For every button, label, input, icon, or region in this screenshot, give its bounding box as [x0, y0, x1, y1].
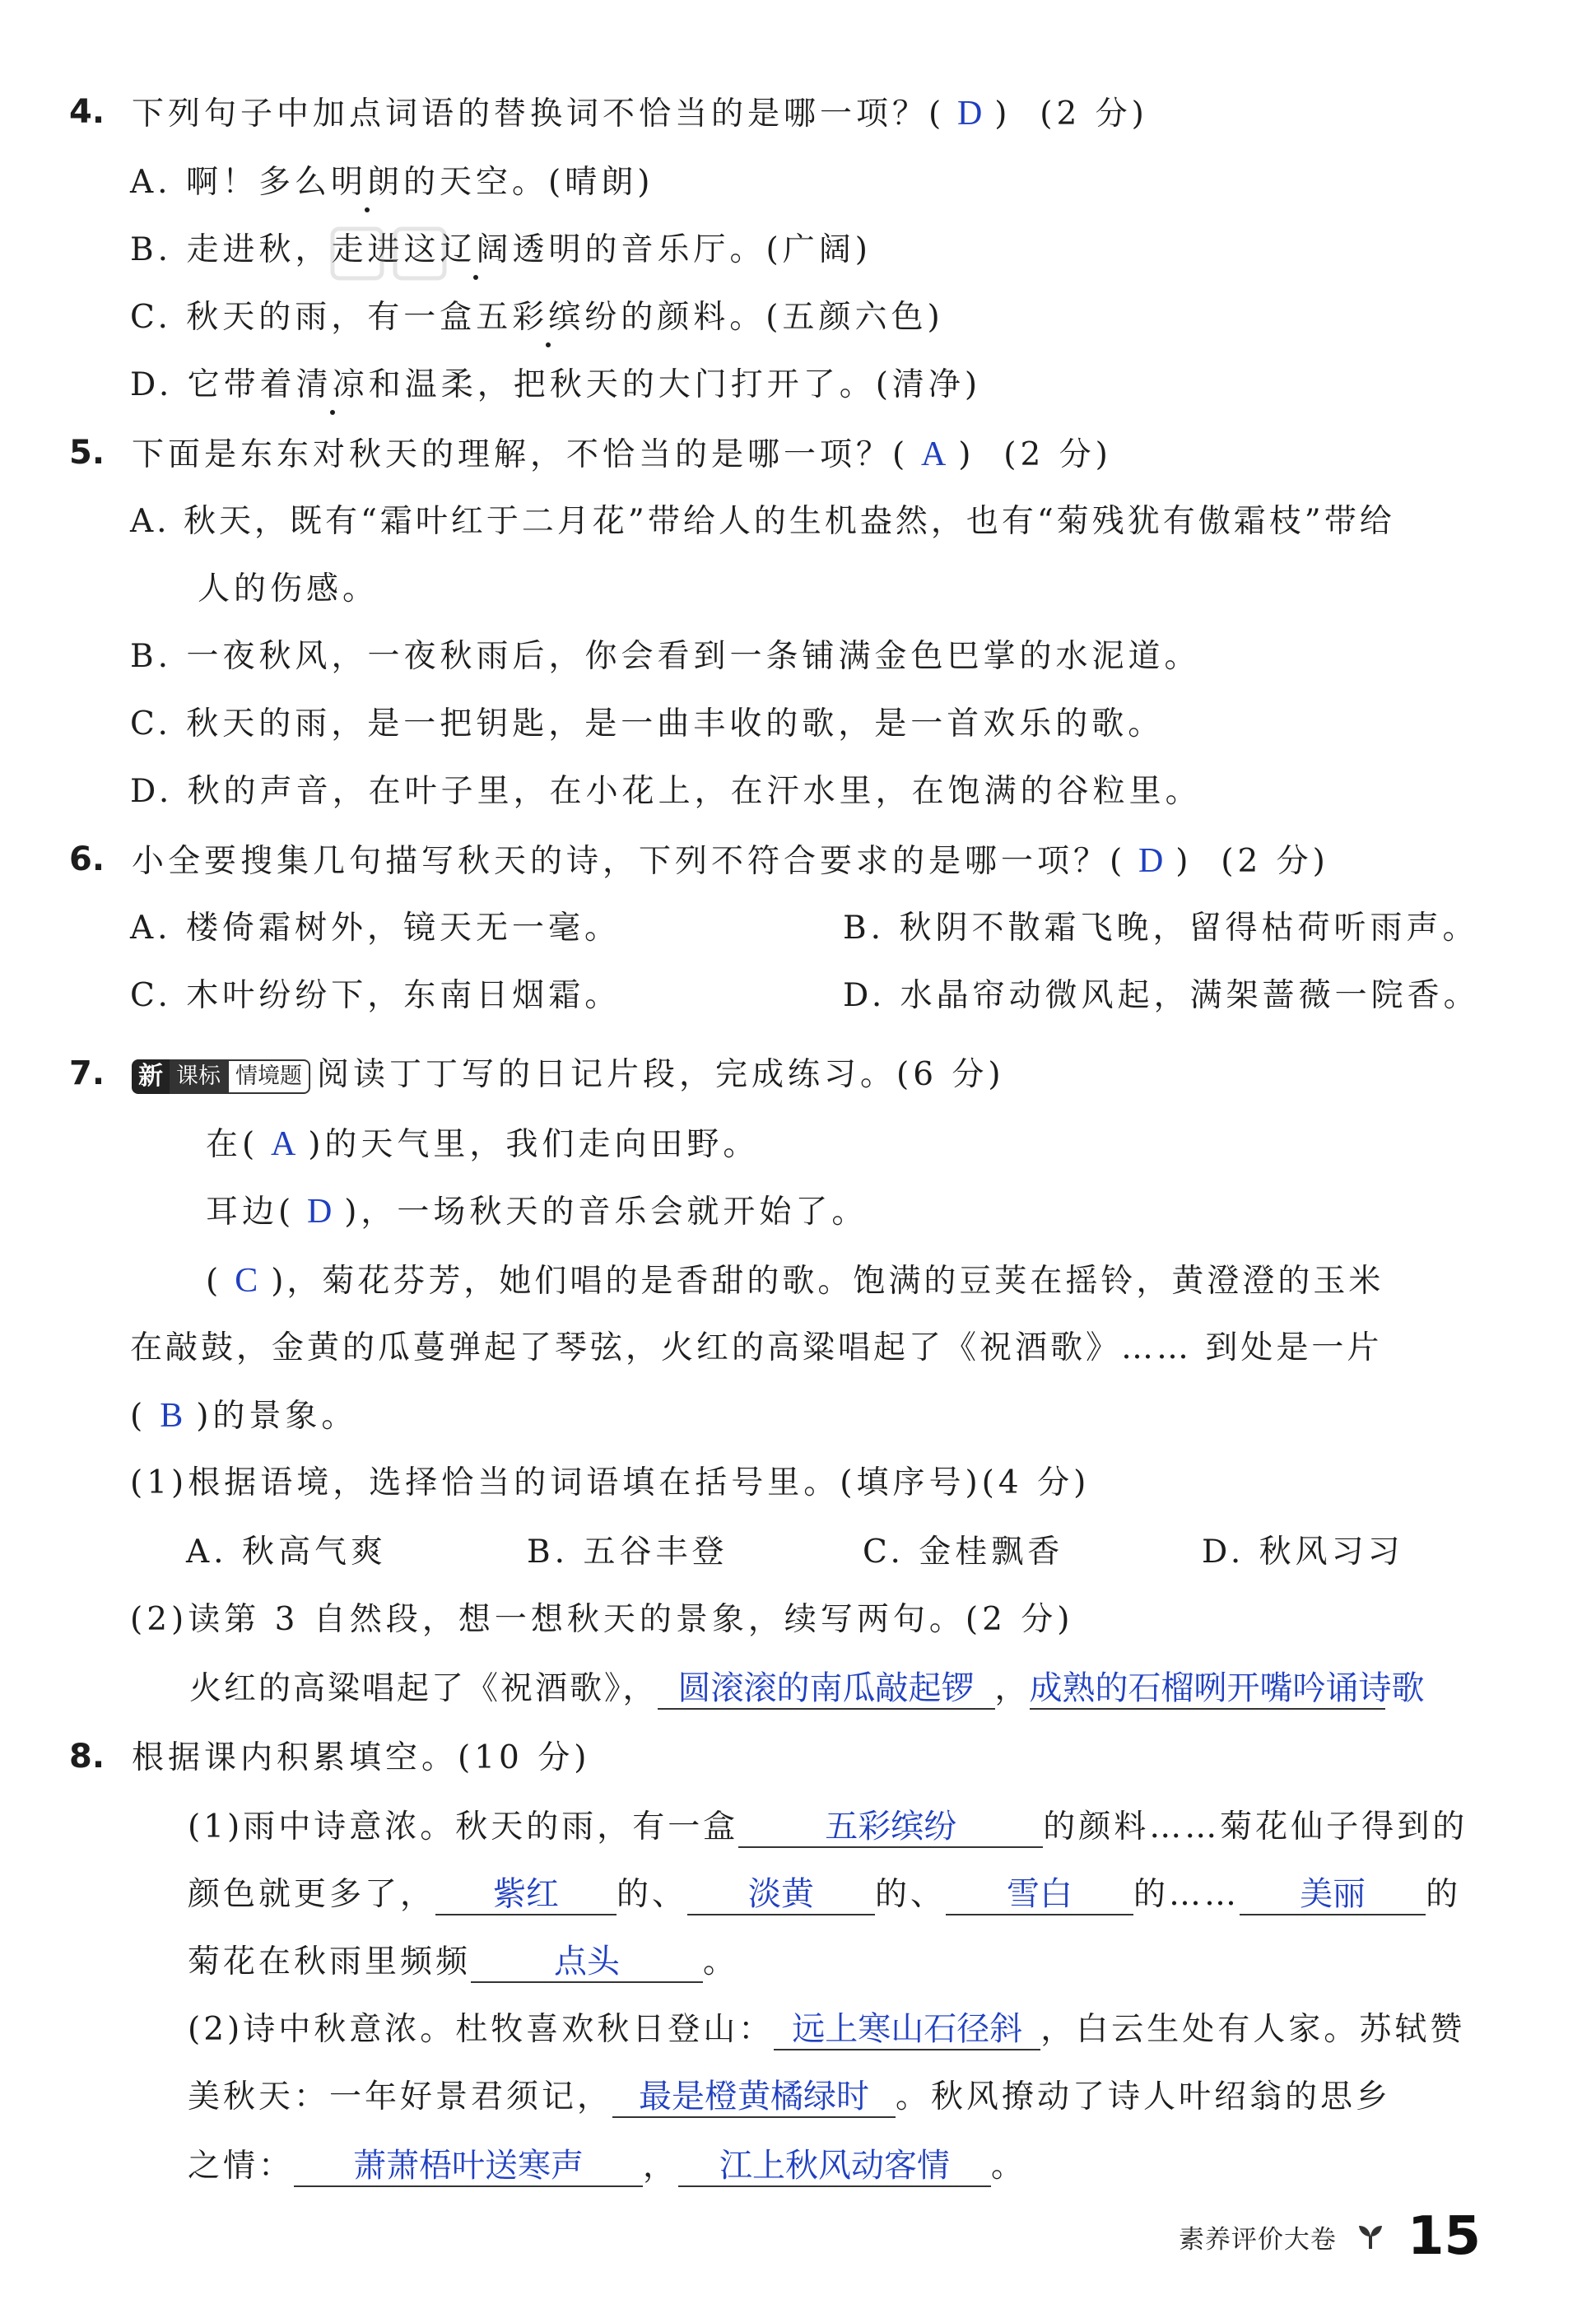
question-7-sub-1: (1)根据语境，选择恰当的词语填在括号里。(填序号)(4 分) [130, 1464, 1091, 1501]
diary-blank-3-answer: C [235, 1262, 258, 1300]
diary-paragraph-1: 在( A )的天气里，我们走向田野。 [206, 1121, 759, 1168]
question-4-stem: 下列句子中加点词语的替换词不恰当的是哪一项？( D ) (2 分) [132, 91, 1148, 137]
question-8-sub-2-line-1: (2)诗中秋意浓。杜牧喜欢秋日登山： 远上寒山石径斜 ，白云生处有人家。苏轼赞 [188, 2007, 1465, 2053]
question-8-sub-2-line-3: 之情： 萧萧梧叶送寒声 ， 江上秋风动客情 。 [188, 2143, 1026, 2190]
diary-blank-1-answer: A [271, 1125, 296, 1163]
fill-blank-3: 淡黄 [687, 1874, 875, 1915]
new-curriculum-tag: 新 课标 情境题 [132, 1059, 310, 1094]
fill-blank-10: 江上秋风动客情 [678, 2146, 991, 2187]
diary-paragraph-3-cont: 在敲鼓，金黄的瓜蔓弹起了琴弦，火红的高粱唱起了《祝酒歌》…… 到处是一片 [130, 1329, 1383, 1366]
diary-paragraph-2: 耳边( D )，一场秋天的音乐会就开始了。 [206, 1189, 868, 1236]
question-8-sub-1-line-3: 菊花在秋雨里频频 点头 。 [188, 1939, 738, 1985]
question-4-option-b: B. 走进秋，走进这辽阔透明的音乐厅。(广阔) [130, 227, 872, 273]
question-7-choice-b: B. 五谷丰登 [527, 1534, 728, 1571]
fill-blank-7: 远上寒山石径斜 [774, 2009, 1040, 2050]
question-7-choice-a: A. 秋高气爽 [186, 1534, 387, 1571]
question-5-option-a: A. 秋天，既有“霜叶红于二月花”带给人的生机盎然，也有“菊残犹有傲霜枝”带给 [130, 503, 1395, 540]
fill-blank-6: 点头 [471, 1942, 703, 1983]
question-6-stem: 小全要搜集几句描写秋天的诗，下列不符合要求的是哪一项？( D ) (2 分) [132, 838, 1329, 885]
diary-paragraph-3: ( C )，菊花芬芳，她们唱的是香甜的歌。饱满的豆荚在摇铃，黄澄澄的玉米 [206, 1258, 1384, 1305]
question-4-number: 4. [69, 93, 105, 131]
question-6-option-a: A. 楼倚霜树外，镜天无一毫。 [130, 910, 621, 947]
question-5-option-a-cont: 人的伤感。 [198, 570, 379, 607]
question-8-stem: 根据课内积累填空。(10 分) [132, 1739, 591, 1776]
question-7-continuation: 火红的高粱唱起了《祝酒歌》， 圆滚滚的南瓜敲起锣 ，成熟的石榴咧开嘴吟诵诗歌 [189, 1666, 1385, 1712]
question-5-answer: A [921, 435, 947, 473]
question-6-option-d: D. 水晶帘动微风起，满架蔷薇一院香。 [843, 977, 1480, 1014]
question-7-sub-2: (2)读第 3 自然段，想一想秋天的景象，续写两句。(2 分) [130, 1601, 1074, 1638]
question-5-option-d: D. 秋的声音，在叶子里，在小花上，在汗水里，在饱满的谷粒里。 [130, 773, 1202, 810]
question-7-choice-c: C. 金桂飘香 [863, 1534, 1064, 1571]
sprout-icon [1356, 2223, 1384, 2250]
question-4-option-d: D. 它带着清凉和温柔，把秋天的大门打开了。(清净) [130, 362, 981, 408]
question-6-number: 6. [69, 840, 105, 878]
question-8-sub-2-line-2: 美秋天：一年好景君须记， 最是橙黄橘绿时 。秋风撩动了诗人叶绍翁的思乡 [188, 2074, 1391, 2120]
question-7-number: 7. [69, 1054, 105, 1092]
question-6-option-c: C. 木叶纷纷下，东南日烟霜。 [130, 977, 621, 1014]
question-5-number: 5. [69, 434, 105, 472]
fill-blank-5: 美丽 [1240, 1874, 1426, 1915]
question-8-number: 8. [69, 1738, 105, 1776]
fill-blank-1: 五彩缤纷 [738, 1807, 1043, 1848]
watermark-icon [329, 221, 494, 286]
question-7-choice-d: D. 秋风习习 [1202, 1534, 1404, 1571]
question-6-answer: D [1138, 842, 1164, 880]
book-title: 素养评价大卷 [1178, 2224, 1337, 2255]
page-footer [1179, 2206, 1481, 2267]
fill-blank-4: 雪白 [946, 1874, 1133, 1915]
question-4-option-a: A. 啊！多么明朗的天空。(晴朗) [130, 160, 654, 206]
diary-blank-2-answer: D [307, 1193, 333, 1231]
question-6-option-b: B. 秋阴不散霜飞晚，留得枯荷听雨声。 [843, 910, 1479, 947]
question-8-sub-1-line-1: (1)雨中诗意浓。秋天的雨，有一盒 五彩缤纷 的颜料……菊花仙子得到的 [188, 1804, 1468, 1850]
question-4-answer: D [957, 95, 983, 133]
fill-blank-8: 最是橙黄橘绿时 [612, 2077, 896, 2118]
question-5-option-b: B. 一夜秋风，一夜秋雨后，你会看到一条铺满金色巴掌的水泥道。 [130, 638, 1201, 675]
question-5-option-c: C. 秋天的雨，是一把钥匙，是一曲丰收的歌，是一首欢乐的歌。 [130, 705, 1165, 742]
fill-blank-9: 萧萧梧叶送寒声 [294, 2146, 643, 2187]
continuation-answer-2: 成熟的石榴咧开嘴吟诵诗歌 [1030, 1669, 1385, 1710]
fill-blank-2: 紫红 [435, 1874, 617, 1915]
question-5-stem: 下面是东东对秋天的理解，不恰当的是哪一项？( A ) (2 分) [132, 431, 1112, 478]
continuation-answer-1: 圆滚滚的南瓜敲起锣 [658, 1669, 995, 1710]
diary-paragraph-3-end: ( B )的景象。 [130, 1393, 357, 1440]
question-8-sub-1-line-2: 颜色就更多了， 紫红 的、 淡黄 的、 雪白 的…… 美丽 的 [188, 1872, 1461, 1918]
page-number: 15 [1407, 2206, 1481, 2267]
question-7-stem: 新 课标 情境题 阅读丁丁写的日记片段，完成练习。(6 分) [132, 1052, 1005, 1098]
diary-blank-4-answer: B [160, 1397, 184, 1435]
question-4-option-c: C. 秋天的雨，有一盒五彩缤纷的颜料。(五颜六色) [130, 295, 944, 341]
